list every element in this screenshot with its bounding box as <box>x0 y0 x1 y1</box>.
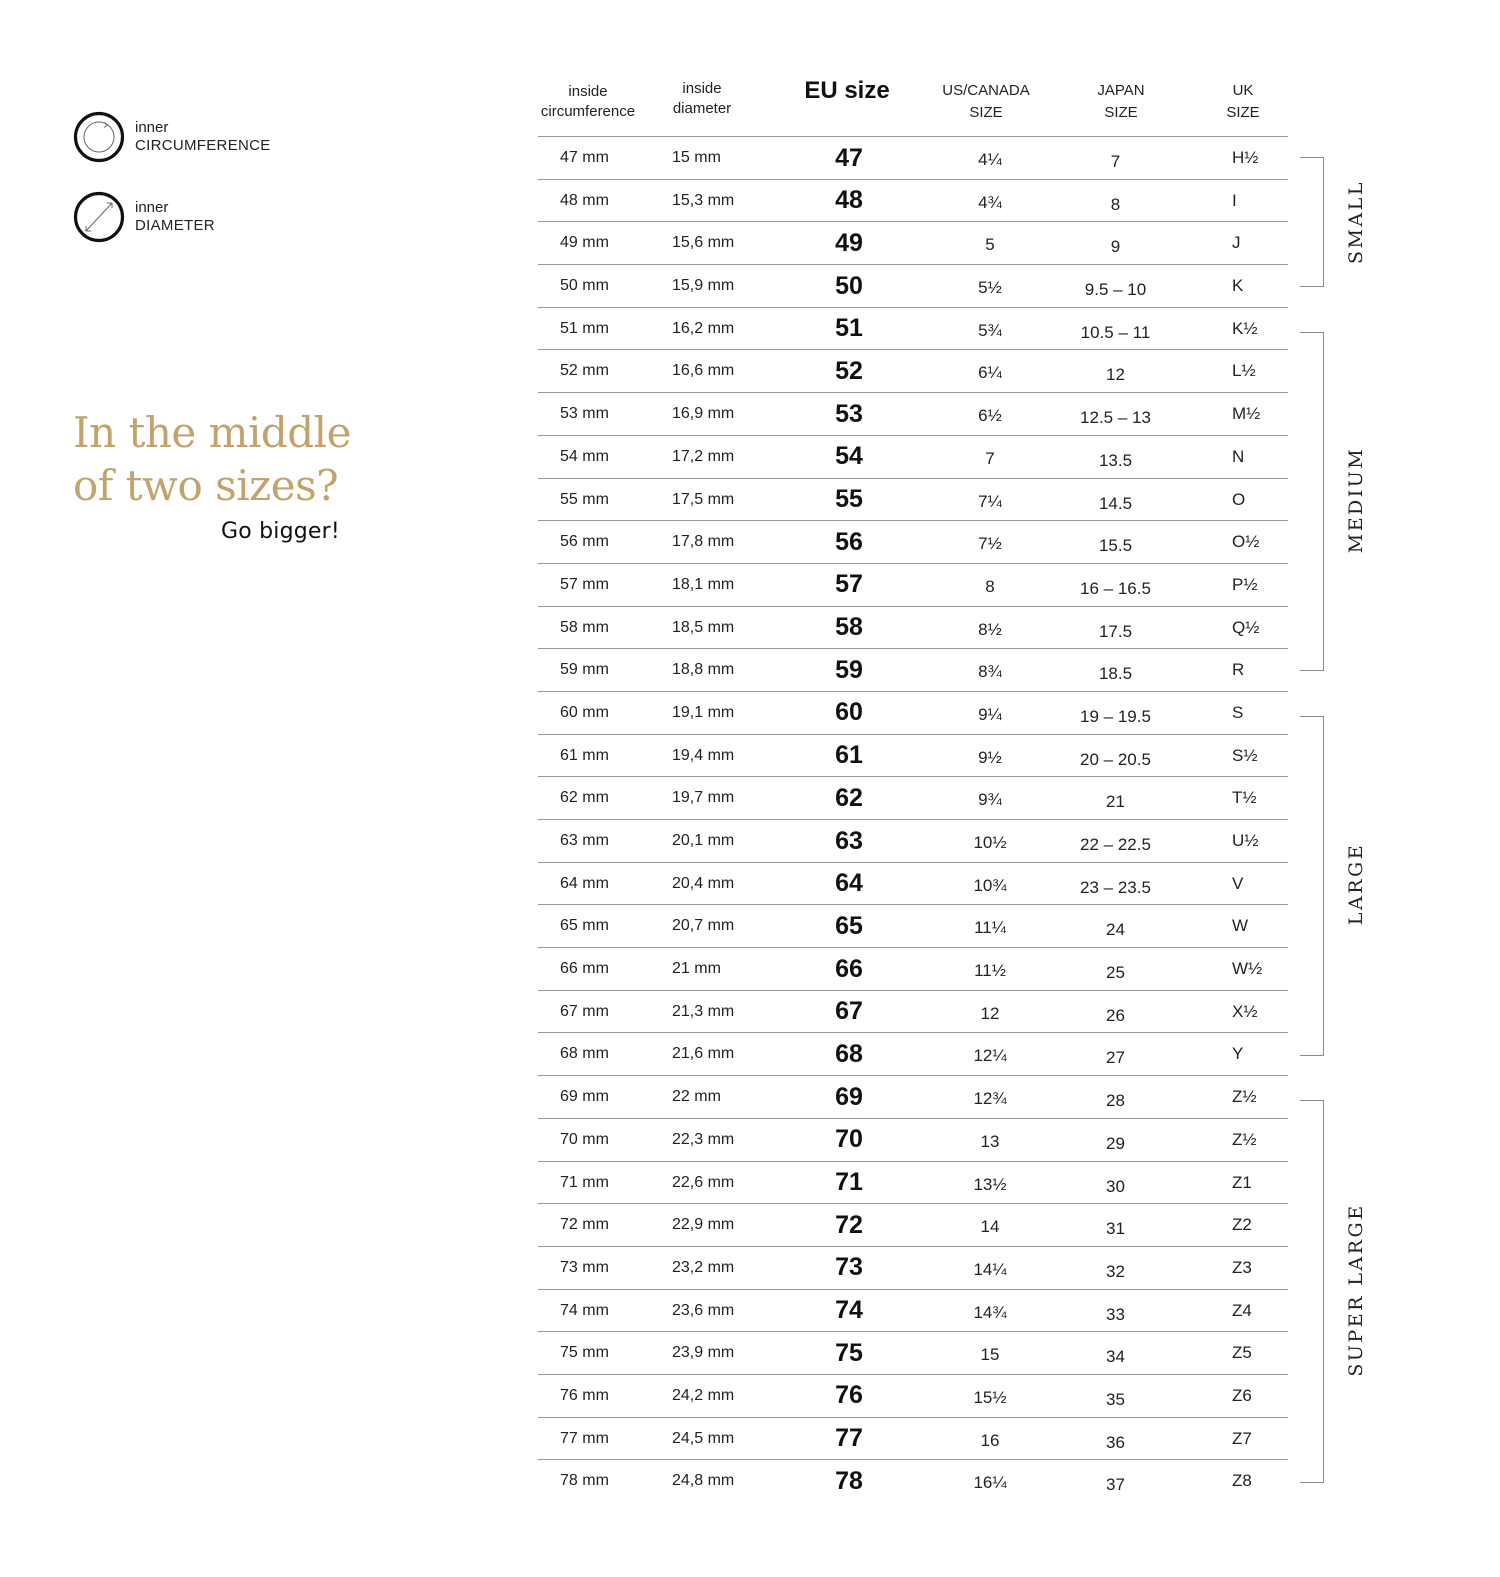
cell-us-canada-size: 9¾ <box>978 790 1002 810</box>
cell-japan-size: 33 <box>1106 1304 1125 1324</box>
cell-circumference: 69 mm <box>560 1088 609 1106</box>
cell-diameter: 16,9 mm <box>672 405 735 423</box>
cell-eu-size: 55 <box>835 485 863 513</box>
cell-us-canada-size: 14¼ <box>973 1259 1007 1279</box>
cell-us-canada-size: 7¼ <box>978 491 1002 511</box>
cell-japan-size: 8 <box>1110 194 1121 214</box>
cell-circumference: 51 mm <box>560 319 609 337</box>
cell-circumference: 61 mm <box>560 746 609 764</box>
cell-diameter: 19,1 mm <box>672 703 735 721</box>
cell-eu-size: 59 <box>835 655 863 684</box>
table-row <box>538 521 1288 564</box>
cell-diameter: 15 mm <box>672 149 721 166</box>
cell-japan-size: 29 <box>1106 1133 1125 1153</box>
table-row <box>538 1033 1288 1076</box>
cell-diameter: 21,6 mm <box>672 1045 735 1063</box>
cell-eu-size: 53 <box>835 399 863 428</box>
cell-japan-size: 34 <box>1106 1347 1125 1367</box>
cell-uk-size: X½ <box>1232 1001 1258 1021</box>
cell-uk-size: N <box>1232 446 1245 466</box>
cell-circumference: 56 mm <box>560 533 609 551</box>
cell-japan-size: 9 <box>1110 237 1121 257</box>
cell-uk-size: S½ <box>1232 745 1258 765</box>
cell-us-canada-size: 12¼ <box>973 1046 1007 1066</box>
table-row <box>538 948 1288 991</box>
cell-eu-size: 72 <box>835 1210 863 1239</box>
cell-japan-size: 31 <box>1106 1219 1125 1239</box>
cell-diameter: 20,1 mm <box>672 832 735 849</box>
cell-uk-size: U½ <box>1232 831 1259 850</box>
promo-title <box>73 406 351 512</box>
cell-us-canada-size: 9½ <box>978 747 1002 767</box>
cell-eu-size: 61 <box>835 741 863 770</box>
table-row <box>538 265 1288 308</box>
cell-eu-size: 60 <box>835 698 863 727</box>
promo-title-line1: In the middle <box>73 408 351 457</box>
cell-diameter: 16,2 mm <box>672 319 735 337</box>
cell-circumference: 55 mm <box>560 490 609 508</box>
cell-circumference: 57 mm <box>560 575 609 593</box>
cell-diameter: 18,1 mm <box>672 575 735 593</box>
cell-circumference: 62 mm <box>560 789 609 807</box>
cell-diameter: 21,3 mm <box>672 1002 735 1020</box>
cell-japan-size: 16 – 16.5 <box>1080 578 1151 598</box>
cell-japan-size: 36 <box>1106 1432 1125 1452</box>
cell-japan-size: 14.5 <box>1098 493 1133 513</box>
cell-diameter: 24,5 mm <box>672 1429 735 1447</box>
cell-eu-size: 51 <box>835 314 863 343</box>
cell-japan-size: 26 <box>1106 1005 1125 1025</box>
cell-uk-size: M½ <box>1232 404 1261 424</box>
cell-japan-size: 32 <box>1106 1261 1125 1281</box>
promo-title-line2: of two sizes? <box>73 461 339 510</box>
cell-eu-size: 70 <box>835 1125 863 1154</box>
table-header <box>538 78 1288 137</box>
cell-japan-size: 25 <box>1106 963 1125 983</box>
cell-uk-size: Z7 <box>1232 1428 1252 1448</box>
cell-uk-size: R <box>1232 660 1245 680</box>
cell-us-canada-size: 6¼ <box>978 363 1002 383</box>
cell-eu-size: 63 <box>835 826 863 855</box>
cell-japan-size: 18.5 <box>1098 664 1133 684</box>
table-row <box>538 863 1288 906</box>
table-row <box>538 905 1288 948</box>
cell-uk-size: Q½ <box>1232 617 1260 637</box>
table-row <box>538 564 1288 607</box>
cell-japan-size: 15.5 <box>1098 536 1133 556</box>
cell-circumference: 49 mm <box>560 234 609 252</box>
cell-us-canada-size: 8¾ <box>978 662 1002 682</box>
cell-diameter: 22,9 mm <box>672 1216 735 1234</box>
cell-uk-size: O½ <box>1232 532 1260 552</box>
cell-us-canada-size: 4¾ <box>978 192 1002 212</box>
cell-uk-size: W <box>1232 916 1249 936</box>
table-row <box>538 820 1288 863</box>
header-eu-size: EU size <box>804 77 890 104</box>
cell-eu-size: 74 <box>835 1296 863 1325</box>
cell-us-canada-size: 13½ <box>973 1174 1007 1194</box>
cell-eu-size: 62 <box>835 783 863 812</box>
cell-japan-size: 9.5 – 10 <box>1084 280 1147 300</box>
cell-eu-size: 52 <box>835 356 863 385</box>
table-row <box>538 1247 1288 1290</box>
table-body <box>538 137 1288 1503</box>
cell-us-canada-size: 8½ <box>978 619 1002 639</box>
cell-circumference: 52 mm <box>560 362 609 380</box>
legend-diameter <box>73 190 215 244</box>
table-row <box>538 222 1288 265</box>
cell-circumference: 64 mm <box>560 874 609 892</box>
cell-eu-size: 76 <box>835 1381 863 1410</box>
table-row <box>538 649 1288 692</box>
cell-eu-size: 65 <box>835 911 863 940</box>
cell-uk-size: S <box>1232 702 1244 722</box>
cell-circumference: 76 mm <box>560 1386 609 1404</box>
cell-circumference: 60 mm <box>560 703 609 721</box>
cell-eu-size: 66 <box>835 954 863 983</box>
cell-circumference: 47 mm <box>560 149 609 166</box>
cell-us-canada-size: 15½ <box>973 1387 1007 1407</box>
cell-uk-size: K½ <box>1232 318 1258 338</box>
cell-japan-size: 13.5 <box>1098 450 1133 470</box>
cell-eu-size: 54 <box>835 442 863 471</box>
cell-uk-size: Y <box>1232 1044 1244 1064</box>
cell-us-canada-size: 13 <box>980 1131 1000 1151</box>
cell-diameter: 23,6 mm <box>672 1301 735 1319</box>
cell-diameter: 15,9 mm <box>672 277 735 295</box>
cell-us-canada-size: 5½ <box>978 278 1002 298</box>
cell-diameter: 23,9 mm <box>672 1344 735 1362</box>
table-row <box>538 692 1288 735</box>
cell-japan-size: 12 <box>1106 365 1125 385</box>
cell-eu-size: 56 <box>835 527 863 556</box>
table-row <box>538 1332 1288 1375</box>
cell-circumference: 65 mm <box>560 917 609 935</box>
group-label-super-large: SUPER LARGE <box>1345 1202 1367 1377</box>
group-label-large: LARGE <box>1345 842 1367 925</box>
cell-circumference: 78 mm <box>560 1472 609 1490</box>
table-row <box>538 1290 1288 1333</box>
table-row <box>538 1460 1288 1503</box>
cell-diameter: 19,4 mm <box>672 746 735 764</box>
table-row <box>538 1119 1288 1162</box>
cell-japan-size: 19 – 19.5 <box>1080 706 1151 726</box>
cell-us-canada-size: 7 <box>985 448 995 468</box>
legend-circumference-line1: inner <box>135 119 169 136</box>
cell-uk-size: Z5 <box>1232 1343 1252 1363</box>
cell-us-canada-size: 16 <box>980 1430 1000 1450</box>
cell-circumference: 48 mm <box>560 191 609 209</box>
circle-diameter-icon <box>73 190 125 244</box>
cell-diameter: 17,8 mm <box>672 533 735 551</box>
group-bracket <box>1300 716 1324 1056</box>
cell-japan-size: 12.5 – 13 <box>1080 408 1151 428</box>
cell-uk-size: O <box>1232 489 1246 509</box>
cell-diameter: 17,2 mm <box>672 447 735 465</box>
cell-uk-size: L½ <box>1232 361 1256 381</box>
cell-uk-size: K <box>1232 276 1244 296</box>
cell-eu-size: 68 <box>835 1039 863 1068</box>
legend-diameter-line2: DIAMETER <box>135 217 215 234</box>
cell-uk-size: Z4 <box>1232 1300 1252 1320</box>
header-japan: JAPAN SIZE <box>1097 82 1145 121</box>
cell-us-canada-size: 10½ <box>973 833 1007 852</box>
cell-eu-size: 50 <box>835 271 863 300</box>
cell-circumference: 73 mm <box>560 1258 609 1276</box>
circle-circumference-icon <box>73 110 125 164</box>
cell-us-canada-size: 12¾ <box>973 1089 1007 1109</box>
cell-circumference: 74 mm <box>560 1301 609 1319</box>
cell-circumference: 50 mm <box>560 277 609 295</box>
cell-japan-size: 30 <box>1106 1176 1125 1196</box>
cell-circumference: 66 mm <box>560 960 609 978</box>
cell-diameter: 21 mm <box>672 960 721 978</box>
header-circumference: inside circumference <box>540 83 636 120</box>
cell-diameter: 23,2 mm <box>672 1258 735 1276</box>
cell-diameter: 22,6 mm <box>672 1173 735 1191</box>
cell-circumference: 72 mm <box>560 1216 609 1234</box>
table-row <box>538 607 1288 650</box>
cell-diameter: 18,5 mm <box>672 618 735 636</box>
cell-diameter: 24,2 mm <box>672 1386 735 1404</box>
header-uk: UK SIZE <box>1226 82 1260 121</box>
cell-diameter: 19,7 mm <box>672 789 735 807</box>
cell-us-canada-size: 11¼ <box>974 918 1006 938</box>
cell-eu-size: 73 <box>835 1253 863 1282</box>
cell-circumference: 54 mm <box>560 447 609 465</box>
cell-diameter: 18,8 mm <box>672 661 735 679</box>
cell-diameter: 22 mm <box>672 1088 721 1106</box>
table-row <box>538 1204 1288 1247</box>
table-row <box>538 350 1288 393</box>
group-bracket <box>1300 332 1324 672</box>
table-row <box>538 991 1288 1034</box>
cell-us-canada-size: 10¾ <box>973 875 1007 895</box>
cell-uk-size: T½ <box>1232 788 1257 808</box>
cell-diameter: 20,4 mm <box>672 874 735 892</box>
cell-diameter: 15,6 mm <box>672 234 735 252</box>
header-us-canada: US/CANADA SIZE <box>942 82 1030 121</box>
cell-eu-size: 58 <box>835 613 863 642</box>
cell-eu-size: 75 <box>835 1338 863 1367</box>
cell-diameter: 24,8 mm <box>672 1472 735 1490</box>
cell-circumference: 75 mm <box>560 1344 609 1362</box>
cell-japan-size: 24 <box>1106 920 1125 940</box>
table-row <box>538 393 1288 436</box>
cell-uk-size: Z½ <box>1232 1129 1257 1149</box>
cell-us-canada-size: 7½ <box>978 534 1002 554</box>
cell-japan-size: 10.5 – 11 <box>1080 322 1151 342</box>
cell-eu-size: 78 <box>835 1466 863 1495</box>
cell-circumference: 70 mm <box>560 1130 609 1148</box>
cell-uk-size: V <box>1232 873 1244 893</box>
cell-uk-size: Z8 <box>1232 1471 1252 1491</box>
cell-eu-size: 47 <box>835 143 863 172</box>
cell-uk-size: P½ <box>1232 574 1258 594</box>
table-row <box>538 1076 1288 1119</box>
cell-circumference: 67 mm <box>560 1002 609 1020</box>
table-row <box>538 777 1288 820</box>
cell-japan-size: 35 <box>1106 1389 1125 1409</box>
cell-circumference: 77 mm <box>560 1429 609 1447</box>
cell-circumference: 68 mm <box>560 1045 609 1063</box>
cell-eu-size: 48 <box>835 186 863 215</box>
legend-circumference-line2: CIRCUMFERENCE <box>135 137 271 154</box>
cell-uk-size: Z6 <box>1232 1385 1252 1405</box>
cell-us-canada-size: 16¼ <box>973 1473 1007 1493</box>
cell-us-canada-size: 11½ <box>974 961 1006 981</box>
cell-diameter: 22,3 mm <box>672 1130 735 1148</box>
cell-circumference: 59 mm <box>560 661 609 679</box>
cell-japan-size: 21 <box>1106 792 1125 812</box>
cell-eu-size: 69 <box>835 1082 863 1111</box>
cell-circumference: 53 mm <box>560 405 609 423</box>
cell-japan-size: 27 <box>1106 1048 1125 1068</box>
cell-japan-size: 17.5 <box>1098 621 1133 641</box>
table-row <box>538 479 1288 522</box>
cell-diameter: 20,7 mm <box>672 917 735 935</box>
cell-circumference: 63 mm <box>560 832 609 849</box>
cell-eu-size: 77 <box>835 1424 863 1453</box>
group-bracket <box>1300 157 1324 287</box>
cell-japan-size: 22 – 22.5 <box>1080 835 1151 854</box>
cell-us-canada-size: 12 <box>980 1003 1000 1023</box>
table-row <box>538 137 1288 180</box>
cell-us-canada-size: 4¼ <box>978 150 1002 169</box>
cell-eu-size: 67 <box>835 997 863 1026</box>
cell-us-canada-size: 5 <box>985 235 995 255</box>
cell-circumference: 71 mm <box>560 1173 609 1191</box>
cell-us-canada-size: 5¾ <box>978 320 1002 340</box>
group-bracket <box>1300 1100 1324 1482</box>
cell-uk-size: Z½ <box>1232 1087 1257 1107</box>
cell-us-canada-size: 6½ <box>978 406 1002 426</box>
table-row <box>538 308 1288 351</box>
cell-uk-size: W½ <box>1232 959 1263 979</box>
cell-japan-size: 23 – 23.5 <box>1080 877 1151 897</box>
legend-diameter-line1: inner <box>135 199 169 216</box>
cell-uk-size: I <box>1232 190 1237 210</box>
cell-us-canada-size: 8 <box>985 576 995 596</box>
legend-circumference <box>73 110 271 164</box>
table-row <box>538 1162 1288 1205</box>
cell-uk-size: Z3 <box>1232 1257 1252 1277</box>
cell-us-canada-size: 14¾ <box>973 1302 1007 1322</box>
table-row <box>538 1375 1288 1418</box>
cell-diameter: 16,6 mm <box>672 362 735 380</box>
table-row <box>538 180 1288 223</box>
header-diameter: inside diameter <box>672 80 732 117</box>
cell-uk-size: H½ <box>1232 148 1259 167</box>
cell-us-canada-size: 14 <box>980 1217 1000 1237</box>
cell-eu-size: 71 <box>835 1168 863 1196</box>
cell-uk-size: J <box>1232 233 1241 253</box>
cell-eu-size: 57 <box>835 570 863 599</box>
table-row <box>538 436 1288 479</box>
cell-diameter: 15,3 mm <box>672 191 735 209</box>
cell-us-canada-size: 9¼ <box>978 704 1002 724</box>
promo-subtitle: Go bigger! <box>221 519 340 544</box>
cell-eu-size: 64 <box>835 869 863 898</box>
group-label-small: SMALL <box>1345 180 1367 265</box>
cell-japan-size: 28 <box>1106 1091 1125 1111</box>
cell-japan-size: 20 – 20.5 <box>1080 749 1151 769</box>
cell-diameter: 17,5 mm <box>672 490 735 508</box>
group-label-medium: MEDIUM <box>1345 446 1367 553</box>
cell-uk-size: Z2 <box>1232 1215 1252 1235</box>
cell-japan-size: 7 <box>1110 152 1121 171</box>
table-row <box>538 1418 1288 1461</box>
cell-us-canada-size: 15 <box>980 1345 1000 1365</box>
cell-japan-size: 37 <box>1106 1475 1125 1495</box>
table-row <box>538 735 1288 778</box>
cell-circumference: 58 mm <box>560 618 609 636</box>
cell-eu-size: 49 <box>835 228 863 257</box>
cell-uk-size: Z1 <box>1232 1172 1252 1192</box>
